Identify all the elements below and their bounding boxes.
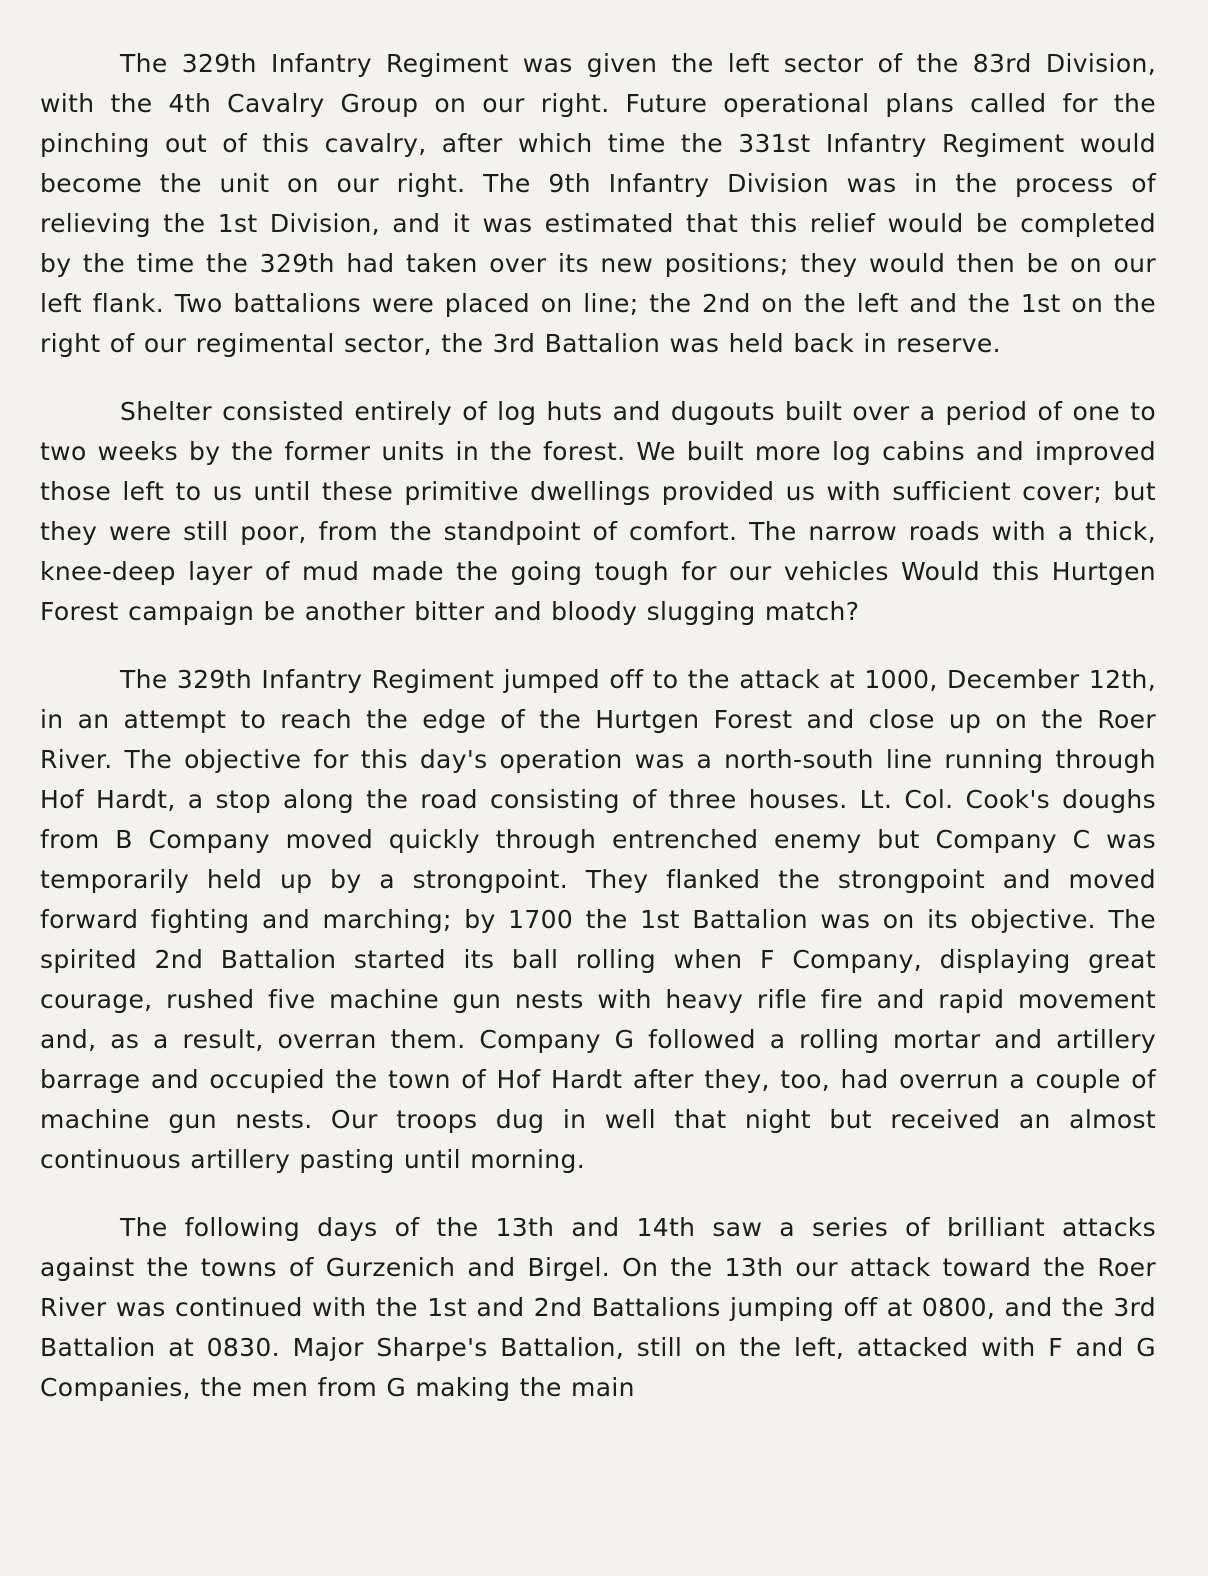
paragraph-shelter: Shelter consisted entirely of log huts and dugouts built over a period of one to two weeks by the former units in the forest. We built more log cabins and improved those left to us until these primitive dwellings provided us with sufficient cover; but they were still poor, from the standpoint of comfort. The narrow roads with a thick, knee-deep layer of mud made the going tough for our vehicles Would this Hurtgen Forest campaign be another bitter and bloody slugging match? [40,397,1156,626]
paragraph-attack-december-12: The 329th Infantry Regiment jumped off to the attack at 1000, December 12th, in an attempt to reach the edge of the Hurtgen Forest and close up on the Roer River. The objective for this day's operation was a north-south line running through Hof Hardt, a stop along the road consisting of three houses. Lt. Col. Cook's doughs from B Company moved quickly through entrenched enemy but Company C was temporarily held up by a strongpoint. They flanked the strongpoint and moved forward fighting and marching; by 1700 the 1st Battalion was on its objective. The spirited 2nd Battalion started its ball rolling when F Company, displaying great courage, rushed five machine gun nests with heavy rifle fire and rapid movement and, as a result, overran them. Company G followed a rolling mortar and artillery barrage and occupied the town of Hof Hardt after they, too, had overrun a couple of machine gun nests. Our troops dug in well that night but received an almost continuous artillery pasting until morning. [40,665,1156,1174]
paragraph-attacks-13th-14th: The following days of the 13th and 14th saw a series of brilliant attacks against the towns of Gurzenich and Birgel. On the 13th our attack toward the Roer River was continued with the 1st and 2nd Battalions jumping off at 0800, and the 3rd Battalion at 0830. Major Sharpe's Battalion, still on the left, attacked with F and G Companies, the men from G making the main [40,1213,1156,1402]
paragraph-sector-assignment: The 329th Infantry Regiment was given the left sector of the 83rd Division, with the 4th Cavalry Group on our right. Future operational plans called for the pinching out of this cavalry, after which time the 331st Infantry Regiment would become the unit on our right. The 9th Infantry Division was in the process of relieving the 1st Division, and it was estimated that this relief would be completed by the time the 329th had taken over its new positions; they would then be on our left flank. Two battalions were placed on line; the 2nd on the left and the 1st on the right of our regimental sector, the 3rd Battalion was held back in reserve. [40,49,1156,358]
